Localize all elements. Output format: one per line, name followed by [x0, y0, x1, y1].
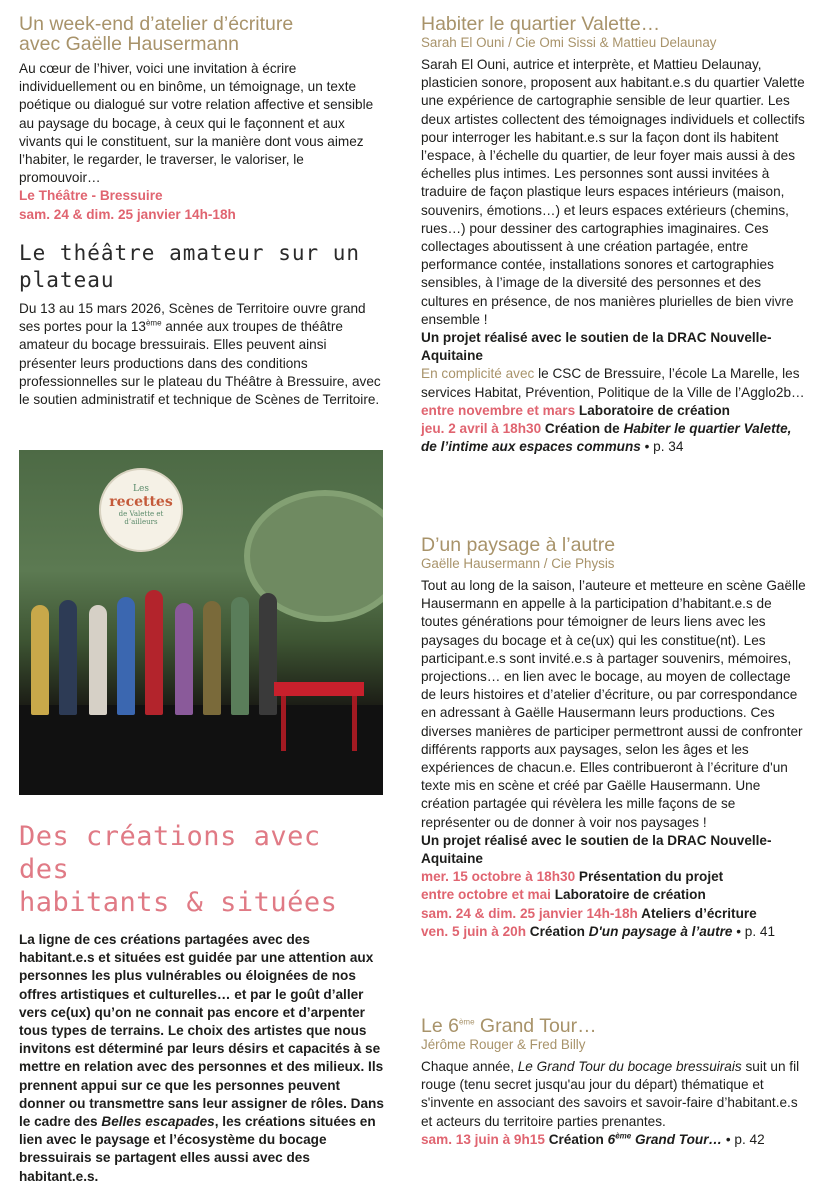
section-creations: [19, 820, 385, 1186]
photo-person: [117, 597, 135, 715]
paysage-support: Un projet réalisé avec le soutien de la DRAC Nouvelle-Aquitaine: [421, 832, 772, 867]
photo-person: [89, 605, 107, 715]
photo-person: [203, 601, 221, 715]
paysage-schedule-2: entre octobre et mai Laboratoire de création: [421, 887, 706, 903]
valette-body: Sarah El Ouni, autrice et interprète, et Mattieu Delaunay, plasticien sonore, proposent aux habitant.e.s du quartier Valette une expérience de cartographie sensible de leur quartier. Les deux artistes collectent des témoignages individuels et collectifs pour interroger les habitant.e.s sur la façon dont ils habitent l’espace, à l’échelle du quartier, de leur foyer mais aussi à des échelles plus intimes. Les personnes sont aussi invitées à traduire de façon plastique leurs espaces intérieurs (maison, souvenirs, émotions…) et leurs espaces extérieurs (chemins, rues…) pour dessiner des cartographies imaginaires. Ces collectages aboutissent à une création partagée, entre performance contée, installations sonores et cartographies sensibles, à l’image de la diversité des personnes et des cultures en présence, de nos manières plurielles de bien vivre ensemble !: [421, 57, 805, 327]
grandtour-schedule: sam. 13 juin à 9h15 Création 6ème Grand Tour… • p. 42: [421, 1131, 765, 1147]
valette-title: Habiter le quartier Valette…: [421, 13, 661, 35]
photo-person: [175, 603, 193, 715]
paysage-schedule-4: ven. 5 juin à 20h Création D'un paysage à l’autre • p. 41: [421, 923, 776, 939]
photo-person: [259, 593, 277, 715]
amateur-body: Du 13 au 15 mars 2026, Scènes de Territoire ouvre grand ses portes pour la 13ème année aux troupes de théâtre amateur du bocage bressuirais. Elles peuvent ainsi présenter leurs productions dans des conditions professionnelles sur le plateau du Théâtre à Bressuire, avec le soutien administratif et technique de Scènes de Territoire.: [19, 301, 381, 408]
paysage-subtitle: Gaëlle Hausermann / Cie Physis: [421, 556, 615, 571]
paysage-title: D’un paysage à l’autre: [421, 534, 616, 556]
photo-person: [31, 605, 49, 715]
paysage-schedule-3: sam. 24 & dim. 25 janvier 14h-18h Ateliers d’écriture: [421, 905, 757, 921]
photo-table-leg: [281, 696, 286, 751]
photo-red-table: [274, 682, 364, 696]
section-amateur: [19, 240, 385, 409]
grandtour-body: Chaque année, Le Grand Tour du bocage bressuirais suit un fil rouge (tenu secret jusqu'au jour du départ) thématique et s'invente en associant des savoirs et savoir-faire d’habitant.e.s et acteurs du territoire parties prenantes.: [421, 1059, 800, 1129]
photo-stage-floor: [19, 705, 383, 795]
valette-subtitle: Sarah El Ouni / Cie Omi Sissi & Mattieu Delaunay: [421, 35, 717, 50]
grandtour-subtitle: Jérôme Rouger & Fred Billy: [421, 1037, 586, 1052]
section-grandtour: [421, 1016, 806, 1149]
grandtour-title: Le 6ème Grand Tour…: [421, 1015, 597, 1037]
paysage-schedule-1: mer. 15 octobre à 18h30 Présentation du projet: [421, 869, 724, 885]
section-paysage: [421, 535, 806, 941]
valette-schedule-1: entre novembre et mars Laboratoire de création: [421, 402, 730, 418]
photo-person: [145, 590, 163, 715]
section-valette: [421, 14, 806, 456]
photo-sign: Les recettes de Valette et d’ailleurs: [99, 468, 183, 552]
stage-photo: [19, 450, 383, 795]
valette-support: Un projet réalisé avec le soutien de la DRAC Nouvelle-Aquitaine: [421, 330, 772, 364]
atelier-dates: sam. 24 & dim. 25 janvier 14h-18h: [19, 206, 236, 222]
atelier-title: Un week-end d’atelier d’écriture avec Gaëlle Hausermann: [19, 13, 294, 55]
atelier-body: Au cœur de l’hiver, voici une invitation à écrire individuellement ou en binôme, un témoignage, un texte poétique ou dialogué sur votre relation affective et sensible au paysage du bocage, à ceux qui le façonnent et aux vivants qui le constituent, sur la manière dont vous aimez l’habiter, le regarder, le traverser, le valoriser, le promouvoir…: [19, 61, 374, 186]
photo-person: [59, 600, 77, 715]
creations-title: Des créations avec des habitants & situées: [19, 821, 338, 918]
paysage-body: Tout au long de la saison, l’auteure et metteure en scène Gaëlle Hausermann en appelle à la participation d’habitant.e.s de toutes générations pour témoigner de leurs liens avec les paysages du bocage et à ce(ux) qui les constitue(nt). Les participant.e.s sont invité.e.s à partager souvenirs, mémoires, projections… en lien avec le bocage, au moyen de collectage de leurs histoires et d’atelier d’écriture, ou par correspondance en adressant à Gaëlle Hausermann leurs productions. Ces diverses manières de participer permettront aussi de confronter différents rapports aux paysages, selon les âges et les expériences de chacun.e. Elles contribueront à l’écriture d'un texte mis en scène et créé par Gaëlle Hausermann. Une création partagée qui révèlera les mille façons de se représenter ou de donner à voir nos paysages !: [421, 578, 806, 830]
valette-schedule-2: jeu. 2 avril à 18h30 Création de Habiter le quartier Valette, de l’intime aux espaces communs • p. 34: [421, 421, 792, 455]
photo-person: [231, 597, 249, 715]
creations-body: La ligne de ces créations partagées avec des habitant.e.s et situées est guidée par une attention aux personnes les plus vulnérables ou éloignées de nos offres artistiques et culturelles… et par le goût d’aller vers ce(ux) qu’on ne connait pas encore et d’arpenter tous types de terrains. Le choix des artistes que nous invitons est déterminé par leurs désirs et capacités à se mettre en relation avec des personnes et des milieux. Ils prennent appui sur ce que les personnes peuvent donner ou transmettre sans leur assigner de rôles. Dans le cadre des Belles escapades, les créations situées en lien avec le paysage et l’écosystème du bocage bressuirais se partagent elles aussi avec des habitant.e.s.: [19, 932, 384, 1184]
photo-table-leg: [352, 696, 357, 751]
atelier-venue: Le Théâtre - Bressuire: [19, 188, 163, 204]
section-atelier: [19, 14, 385, 224]
amateur-title: Le théâtre amateur sur un plateau: [19, 241, 361, 292]
valette-complicity: En complicité avec le CSC de Bressuire, l’école La Marelle, les services Habitat, Prévention, Politique de la Ville de l’Agglo2b…: [421, 366, 805, 400]
